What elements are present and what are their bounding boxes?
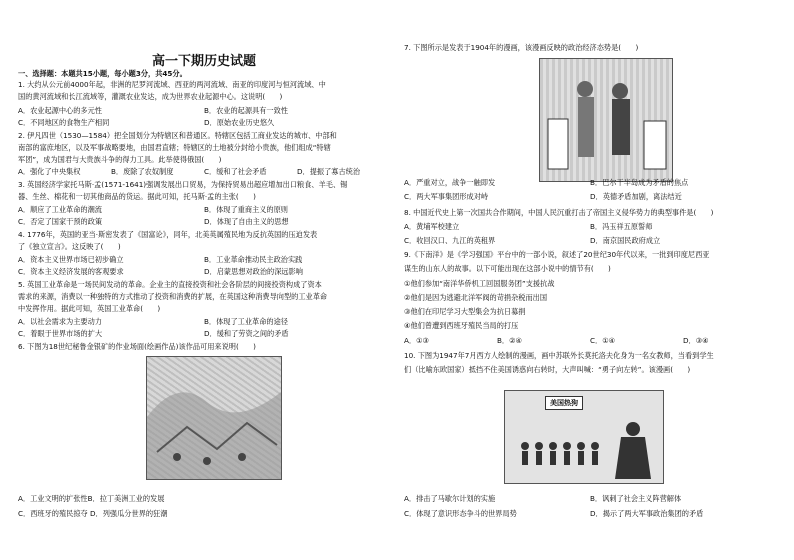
q6-option-line: A．工业文明的扩张性B．拉丁美洲工业的发展 [18, 494, 165, 503]
option: A．农业起源中心的多元性 [18, 106, 102, 115]
q3-line: 器、生丝、棉花和一切其他商品的货运。据此可知，托马斯·孟的主张( ) [18, 192, 256, 201]
option: B．讽刺了社会主义阵营解体 [590, 494, 682, 503]
option: C．体现了意识形态争斗的世界局势 [404, 509, 517, 518]
option: B．农业的起源具有一致性 [204, 106, 288, 115]
right-column [404, 0, 776, 560]
option: D．③④ [683, 336, 709, 345]
classroom-figures-icon [505, 391, 663, 483]
option: B．巴尔干半岛成为矛盾的焦点 [590, 178, 689, 187]
option: C．①④ [590, 336, 616, 345]
q7-line: 7. 下图所示是发表于1904年的漫画，该漫画反映的政治经济态势是( ) [404, 43, 639, 52]
option: D．缓和了劳资之间的矛盾 [204, 329, 289, 338]
option: B．工业革命推动民主政治实践 [204, 255, 303, 264]
option: B．废除了农奴制度 [111, 167, 174, 176]
option: D．原始农业历史悠久 [204, 118, 275, 127]
option: C．收回汉口、九江的英租界 [404, 236, 496, 245]
option: A．顺应了工业革命的潮流 [18, 205, 102, 214]
q5-line: 中发挥作用。据此可知，英国工业革命( ) [18, 304, 161, 313]
q9-statement: ③他们在印尼学习大型集会为抗日募捐 [404, 307, 526, 316]
q9-statement: ④他们曾遭到西班牙殖民当局的打压 [404, 321, 519, 330]
q5-line: 需求的来源，消费以一种独特的方式推动了投资和消费的扩展，在英国这种消费导向型的工业革命 [18, 292, 328, 301]
option: D．提振了寡古统治 [297, 167, 361, 176]
option: B．体现了工业革命的途径 [204, 317, 288, 326]
q2-line: 2. 伊凡四世（1530—1584）把全国划分为特辖区和普通区。特辖区包括工商业发达的城市、中部和 [18, 131, 337, 140]
q2-line: 军团”，成为国君与大贵族斗争的得力工具。此举使得俄国( ) [18, 155, 222, 164]
option: C．两大军事集团形成对峙 [404, 192, 489, 201]
option: A．排击了马歇尔计划的实施 [404, 494, 496, 503]
q4-line: 了《独立宣言》。这反映了( ) [18, 242, 121, 251]
q1-line: 国的黄河流域和长江流域等，灌溉农业发达，成为世界农业起源中心。这说明( ) [18, 92, 283, 101]
option: B．②④ [497, 336, 523, 345]
option: C．资本主义经济发展的客观要求 [18, 267, 124, 276]
cartoon-figures-icon [540, 59, 672, 181]
option: B．体现了重商主义的原则 [204, 205, 288, 214]
option: D．启蒙思想对政治的深远影响 [204, 267, 303, 276]
q6-line: 6. 下图为18世纪秘鲁金银矿的作业场面(绘画作品)该作品可用来说明( ) [18, 342, 256, 351]
option: C．缓和了社会矛盾 [204, 167, 267, 176]
option: A．资本主义世界市场已初步确立 [18, 255, 124, 264]
q9-line: 9.《下南洋》是《学习强国》平台中的一部小说，叙述了20世纪30年代以来，一批到印度尼西亚 [404, 250, 710, 259]
option: A．严重对立，战争一触即发 [404, 178, 496, 187]
option: C．否定了国家干预的政策 [18, 217, 103, 226]
option: C．着眼于世界市场的扩大 [18, 329, 103, 338]
q9-statement: ①他们参加“南洋华侨机工回国服务团”支援抗战 [404, 279, 555, 288]
q6-painting-image [146, 356, 282, 480]
q8-line: 8. 中国近代史上第一次国共合作期间，中国人民沉重打击了帝国主义侵华势力的典型事件是( ) [404, 208, 714, 217]
q5-line: 5. 英国工业革命是一场民间发动的革命。企业主的直接投资和社会各阶层的间接投资构成了资本 [18, 280, 322, 289]
option: D．体现了自由主义的思想 [204, 217, 289, 226]
option: A．以社会需求为主要动力 [18, 317, 102, 326]
option: A．①③ [404, 336, 429, 345]
q9-statement: ②他们是因为逃避北洋军阀的苛捐杂税而出国 [404, 293, 548, 302]
q10-cartoon-image [504, 390, 664, 484]
q9-line: 谋生的山东人的故事。以下可能出现在这部小说中的情节有( ) [404, 264, 611, 273]
q7-cartoon-image [539, 58, 673, 182]
option: D．英德矛盾加剧，离法结近 [590, 192, 682, 201]
cartoon-caption: 美国热狗 [545, 396, 583, 410]
q10-line: 10. 下图为1947年7月西方人绘制的漫画，画中苏联外长莫托洛夫化身为一名女教师，当看到学生 [404, 351, 714, 360]
option: A．强化了中央集权 [18, 167, 81, 176]
mine-scene-icon [147, 357, 281, 479]
q1-line: 1. 大约从公元前4000年起，非洲的尼罗河流域、西亚的两河流域、南亚的印度河与恒河流域、中 [18, 80, 326, 89]
q2-line: 南部的富庶地区，以及军事战略要地，由国君直辖；特辖区的土地被分封给小贵族，他们组成“特辖 [18, 143, 331, 152]
q10-line: 们（比喻东欧国家）抵挡不住美国诱惑向右转时，大声叫喊：“勇子向左转”。该漫画( ) [404, 365, 691, 374]
option: D．南京国民政府成立 [590, 236, 661, 245]
page-title: 高一下期历史试题 [151, 54, 256, 69]
left-column [18, 0, 390, 560]
option: D．揭示了两大军事政治集团的矛盾 [590, 509, 704, 518]
section-heading: 一、选择题：本题共15小题，每小题3分，共45分。 [18, 69, 187, 78]
option: A．黄埔军校建立 [404, 222, 460, 231]
q6-option-line: C．西班牙的殖民掠夺 D．列强瓜分世界的狂潮 [18, 509, 168, 518]
q4-line: 4. 1776年，英国的亚当·斯密发表了《国富论》，同年，北美英属殖民地为反抗英国的压迫发表 [18, 230, 318, 239]
option: C．不同地区的食物生产相同 [18, 118, 110, 127]
q3-line: 3. 英国经济学家托马斯·孟(1571-1641)强调发展出口贸易，为保持贸易出超应增加出口粮食、羊毛、锡 [18, 180, 348, 189]
option: B．冯玉祥五原誓师 [590, 222, 653, 231]
